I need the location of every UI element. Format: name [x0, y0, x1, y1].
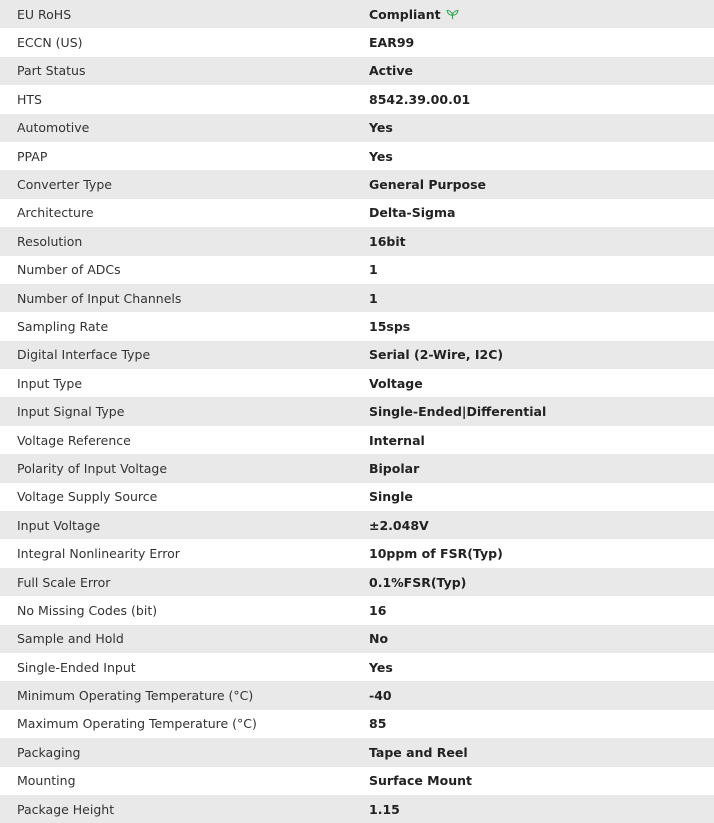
spec-row	[0, 256, 714, 284]
spec-label: Digital Interface Type	[17, 347, 151, 363]
spec-value: 16	[369, 602, 387, 618]
spec-label: Integral Nonlinearity Error	[17, 546, 180, 562]
spec-row	[0, 767, 714, 795]
spec-label: HTS	[17, 91, 42, 107]
spec-value: Surface Mount	[369, 773, 472, 789]
spec-label: ECCN (US)	[17, 35, 83, 51]
spec-label: Input Voltage	[17, 517, 101, 533]
spec-label: Package Height	[17, 801, 115, 817]
spec-row	[0, 511, 714, 539]
spec-row	[0, 568, 714, 596]
spec-row	[0, 625, 714, 653]
spec-value: Bipolar	[369, 460, 420, 476]
spec-row	[0, 397, 714, 425]
spec-label: Input Signal Type	[17, 404, 125, 420]
spec-label: PPAP	[17, 148, 48, 164]
spec-label: Maximum Operating Temperature (°C)	[17, 716, 257, 732]
spec-label: Minimum Operating Temperature (°C)	[17, 688, 254, 704]
spec-value: General Purpose	[369, 177, 487, 193]
spec-value: 1.15	[369, 801, 400, 817]
spec-row	[0, 738, 714, 766]
spec-value: Yes	[369, 120, 393, 136]
spec-label: Single-Ended Input	[17, 659, 136, 675]
spec-label: Full Scale Error	[17, 574, 111, 590]
spec-label: Sampling Rate	[17, 318, 109, 334]
spec-row	[0, 483, 714, 511]
spec-label: No Missing Codes (bit)	[17, 602, 158, 618]
spec-value: Active	[369, 63, 413, 79]
spec-value: Internal	[369, 432, 425, 448]
spec-label: Automotive	[17, 120, 90, 136]
spec-row	[0, 284, 714, 312]
spec-label: Number of ADCs	[17, 262, 121, 278]
spec-value: Serial (2-Wire, I2C)	[369, 347, 504, 363]
spec-label: Part Status	[17, 63, 86, 79]
spec-value: Single-Ended|Differential	[369, 404, 547, 420]
spec-value: Yes	[369, 148, 393, 164]
spec-label: Resolution	[17, 233, 83, 249]
spec-value: -40	[369, 688, 392, 704]
spec-row	[0, 710, 714, 738]
spec-value-cell	[369, 0, 714, 28]
spec-row	[0, 57, 714, 85]
spec-label: Mounting	[17, 773, 76, 789]
spec-row	[0, 0, 714, 28]
spec-label: Input Type	[17, 375, 83, 391]
spec-value: EAR99	[369, 35, 415, 51]
spec-row	[0, 227, 714, 255]
spec-row	[0, 170, 714, 198]
spec-label: Voltage Supply Source	[17, 489, 158, 505]
spec-value: Delta-Sigma	[369, 205, 456, 221]
spec-row	[0, 369, 714, 397]
spec-row	[0, 85, 714, 113]
spec-row	[0, 539, 714, 567]
spec-row	[0, 341, 714, 369]
spec-value: ±2.048V	[369, 517, 429, 533]
spec-label: Architecture	[17, 205, 94, 221]
spec-value: 1	[369, 262, 378, 278]
spec-label: Packaging	[17, 744, 81, 760]
spec-label: EU RoHS	[17, 6, 72, 22]
spec-label: Converter Type	[17, 177, 112, 193]
spec-value: Compliant	[369, 6, 441, 22]
spec-value: 8542.39.00.01	[369, 91, 471, 107]
spec-value: 85	[369, 716, 387, 732]
spec-label: Voltage Reference	[17, 432, 131, 448]
spec-label: Polarity of Input Voltage	[17, 460, 168, 476]
spec-value: No	[369, 631, 389, 647]
spec-value: Single	[369, 489, 413, 505]
spec-label: Number of Input Channels	[17, 290, 182, 306]
spec-row	[0, 28, 714, 56]
spec-row	[0, 653, 714, 681]
spec-value: 1	[369, 290, 378, 306]
spec-row	[0, 454, 714, 482]
spec-value: 10ppm of FSR(Typ)	[369, 546, 503, 562]
spec-row	[0, 142, 714, 170]
spec-value: Yes	[369, 659, 393, 675]
spec-value: Voltage	[369, 375, 423, 391]
spec-row	[0, 199, 714, 227]
spec-label: Sample and Hold	[17, 631, 124, 647]
spec-row	[0, 795, 714, 823]
spec-row	[0, 114, 714, 142]
spec-row	[0, 681, 714, 709]
spec-value: 0.1%FSR(Typ)	[369, 574, 467, 590]
spec-value: 16bit	[369, 233, 406, 249]
spec-value: 15sps	[369, 318, 411, 334]
leaf-icon	[446, 9, 459, 20]
spec-row	[0, 312, 714, 340]
spec-value: Tape and Reel	[369, 744, 468, 760]
spec-row	[0, 426, 714, 454]
spec-row	[0, 596, 714, 624]
